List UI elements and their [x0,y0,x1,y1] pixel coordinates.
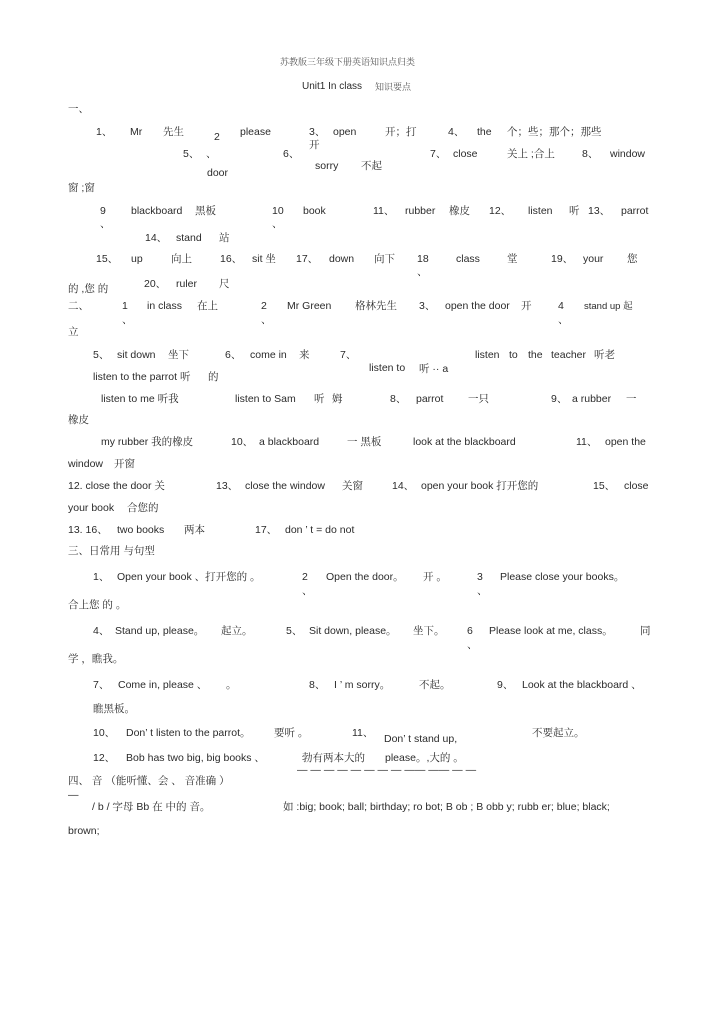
phrase-item: window [68,458,104,470]
sentence-item: please。,大的 。 [385,752,464,764]
unit-note: 知识要点 [375,82,412,92]
sentence-item: 不起。 [419,679,451,691]
vocab-item: sit 坐 [252,253,276,265]
punctuation: 、 [100,218,111,230]
sentence-item: 学 ，瞧我。 [68,653,124,665]
sentence-item: 5、 [286,625,303,637]
vocab-item: 开 [309,139,320,151]
sentence-item: Sit down, please。 [309,625,397,637]
phrase-item: 12. close the door 关 [68,480,165,492]
sentence-item: 10、 [93,727,116,739]
phrase-item: the [528,349,543,361]
vocab-item: please [240,126,271,138]
phrase-item: come in [250,349,287,361]
vocab-item: 个；些；那个；那些 [507,126,602,138]
sentence-item: 要听 。 [274,727,309,739]
vocab-item: stand [176,232,202,244]
vocab-item: 18 [417,253,429,265]
vocab-item: 8、 [582,148,599,160]
vocab-item: 13、 [588,205,611,217]
phrase-item: 听 [314,393,325,405]
phrase-item: 2 [261,300,267,312]
vocab-item: 橡皮 [449,205,470,217]
vocab-item: up [131,253,143,265]
sentence-item: Bob has two big, big books 、 [126,752,265,764]
vocab-item: listen [528,205,553,217]
sentence-item: 合上您 的 。 [68,599,127,611]
vocab-item: the [477,126,492,138]
sentence-item: 同 [640,625,651,637]
sentence-item: Look at the blackboard 、 [522,679,642,691]
vocab-item: 7、 [430,148,447,160]
vocab-item: 6、 [283,148,300,160]
sentence-item: Don’ t stand up, [384,733,458,745]
sentence-item: Please look at me, class。 [489,625,613,637]
punctuation: 、 [122,314,133,326]
vocab-item: 站 [219,232,230,244]
phrase-item: close the window [245,480,325,492]
phonics-examples: brown; [68,825,100,837]
phrase-item: 开窗 [114,458,135,470]
phrase-item: open the [605,436,646,448]
sentence-item: 7、 [93,679,110,691]
phrase-item: 3、 [419,300,436,312]
vocab-item: down [329,253,355,265]
vocab-item: ruler [176,278,198,290]
phrase-item: teacher [551,349,587,361]
vocab-item: 您 [627,253,638,265]
sentence-item: Open the door。 [326,571,404,583]
phrase-item: 11、 [576,436,598,448]
vocab-item: 向上 [171,253,192,265]
phrase-item: 开 [521,300,532,312]
sentence-item: 不要起立。 [532,727,585,739]
phrase-item: open your book 打开您的 [421,480,539,492]
vocab-item: 不起 [361,160,382,172]
section2-heading: 二、 [68,300,89,312]
phrase-item: 6、 [225,349,242,361]
vocab-item: 2 [214,131,220,143]
section3-heading: 三、日常用 与句型 [68,545,155,557]
phrase-item: 9、 [551,393,568,405]
phrase-item: 在上 [197,300,218,312]
phonics-examples: 如 :big; book; ball; birthday; ro bot; B ob ; B obb y; rubb er; blue; black; [283,801,610,813]
vocab-item: 15、 [96,253,119,265]
phrase-item: 13. 16、 [68,524,108,536]
phrase-item: 格林先生 [355,300,397,312]
phrase-item: 10、 [231,436,254,448]
phrase-item: 17、 [255,524,278,536]
phrase-item: parrot [416,393,444,405]
vocab-item: 5、 [183,148,200,160]
vocab-item: 的 ,您 的 [68,283,109,295]
phrase-item: 两本 [184,524,205,536]
punctuation: 、 [467,639,478,651]
phrase-item: 一 黑板 [347,436,382,448]
phrase-item: don ’ t = do not [285,524,355,536]
phrase-item: Mr Green [287,300,332,312]
phrase-item: listen to me 听我 [101,393,179,405]
sentence-item: 1、 [93,571,110,583]
sentence-item: 勃有两本大的 [302,752,365,764]
phrase-item: two books [117,524,165,536]
sentence-item: 8、 [309,679,326,691]
phrase-item: 关窗 [342,480,363,492]
vocab-item: 19、 [551,253,574,265]
phonics-rule: / b / 字母 Bb 在 中的 音。 [92,801,211,813]
phrase-item: 1 [122,300,128,312]
sentence-item: 起立。 [221,625,253,637]
vocab-item: 10 [272,205,284,217]
sentence-item: 4、 [93,625,110,637]
phrase-item: listen to [369,362,406,374]
phrase-item: a rubber [572,393,612,405]
phrase-item: 一只 [468,393,489,405]
phrase-item: 来 [299,349,310,361]
phrase-item: 15、 [593,480,616,492]
sentence-item: I ’ m sorry。 [334,679,391,691]
phrase-item: 一 [626,393,637,405]
sentence-item: 3 [477,571,483,583]
vocab-item: parrot [621,205,649,217]
section4-heading: 四、 音 （能听懂、会 、 音准确 ） [68,775,230,787]
vocab-item: 1、 [96,126,113,138]
vocab-item: rubber [405,205,436,217]
vocab-item: 先生 [163,126,184,138]
punctuation: 、 [477,585,488,597]
phrase-item: open the door [445,300,510,312]
phrase-item: 橡皮 [68,414,89,426]
vocab-item: 尺 [219,278,230,290]
punctuation: 、 [261,314,272,326]
punctuation: 、 [302,585,313,597]
vocab-item: 3、 [309,126,326,138]
dash-mark: — [68,789,79,801]
sentence-item: 开 。 [423,571,447,583]
phrase-item: 的 [208,371,219,383]
sentence-item: Open your book 、打开您的 。 [117,571,261,583]
vocab-item: 窗 ;窗 [68,182,95,194]
phrase-item: stand up 起 [584,301,633,312]
phrase-item: a blackboard [259,436,320,448]
vocab-item: 黑板 [195,205,216,217]
vocab-item: close [453,148,478,160]
vocab-item: Mr [130,126,143,138]
phrase-item: 13、 [216,480,239,492]
phrase-item: listen to the parrot 听 [93,371,191,383]
vocab-item: 关上 ;合上 [507,148,555,160]
phrase-item: my rubber 我的橡皮 [101,436,194,448]
vocab-item: 、 [206,148,217,160]
vocab-item: 11、 [373,205,395,217]
phrase-item: 坐下 [168,349,189,361]
vocab-item: 开；打 [385,126,417,138]
sentence-item: Please close your books。 [500,571,625,583]
phrase-item: listen to Sam [235,393,296,405]
document-title: 苏教版三年级下册英语知识点归类 [280,57,416,67]
sentence-item: 9、 [497,679,514,691]
vocab-item: 20、 [144,278,167,290]
vocab-item: sorry [315,160,339,172]
sentence-item: 2 [302,571,308,583]
vocab-item: 16、 [220,253,243,265]
punctuation: 、 [272,218,283,230]
phrase-item: 姆 [332,393,343,405]
vocab-item: 堂 [507,253,518,265]
phrase-item: 4 [558,300,564,312]
vocab-item: your [583,253,604,265]
vocab-item: 向下 [374,253,395,265]
vocab-item: door [207,167,229,179]
sentence-item: Don’ t listen to the parrot。 [126,727,251,739]
phrase-item: your book [68,502,115,514]
sentence-item: 6 [467,625,473,637]
vocab-item: book [303,205,326,217]
phrase-item: close [624,480,649,492]
phrase-item: 7、 [340,349,357,361]
vocab-item: 4、 [448,126,465,138]
vocab-item: 14、 [145,232,168,244]
dash-line: — — — — — — — — —— —— — — [297,764,477,776]
sentence-item: 11、 [352,727,374,739]
vocab-item: open [333,126,357,138]
vocab-item: class [456,253,480,265]
phrase-item: listen [475,349,500,361]
sentence-item: 瞧黑板。 [93,703,135,715]
phrase-item: look at the blackboard [413,436,516,448]
vocab-item: 12、 [489,205,512,217]
vocab-item: 听 [569,205,580,217]
sentence-item: 。 [226,679,237,691]
phrase-item: 8、 [390,393,407,405]
phrase-item: in class [147,300,183,312]
punctuation: 、 [558,314,569,326]
phrase-item: 听 ·· a [419,363,449,375]
phrase-item: 听老 [594,349,615,361]
vocab-item: blackboard [131,205,183,217]
phrase-item: 合您的 [127,502,159,514]
vocab-item: 17、 [296,253,319,265]
section1-heading: 一、 [68,103,89,115]
vocab-item: 9 [100,205,106,217]
sentence-item: Stand up, please。 [115,625,205,637]
phrase-item: 14、 [392,480,415,492]
phrase-item: sit down [117,349,156,361]
phrase-item: 5、 [93,349,110,361]
vocab-item: window [610,148,646,160]
phrase-item: to [509,349,518,361]
sentence-item: 坐下。 [413,625,445,637]
punctuation: 、 [417,266,428,278]
unit-heading: Unit1 In class [302,81,363,92]
phrase-item: 立 [68,326,79,338]
sentence-item: Come in, please 、 [118,679,208,691]
sentence-item: 12、 [93,752,116,764]
